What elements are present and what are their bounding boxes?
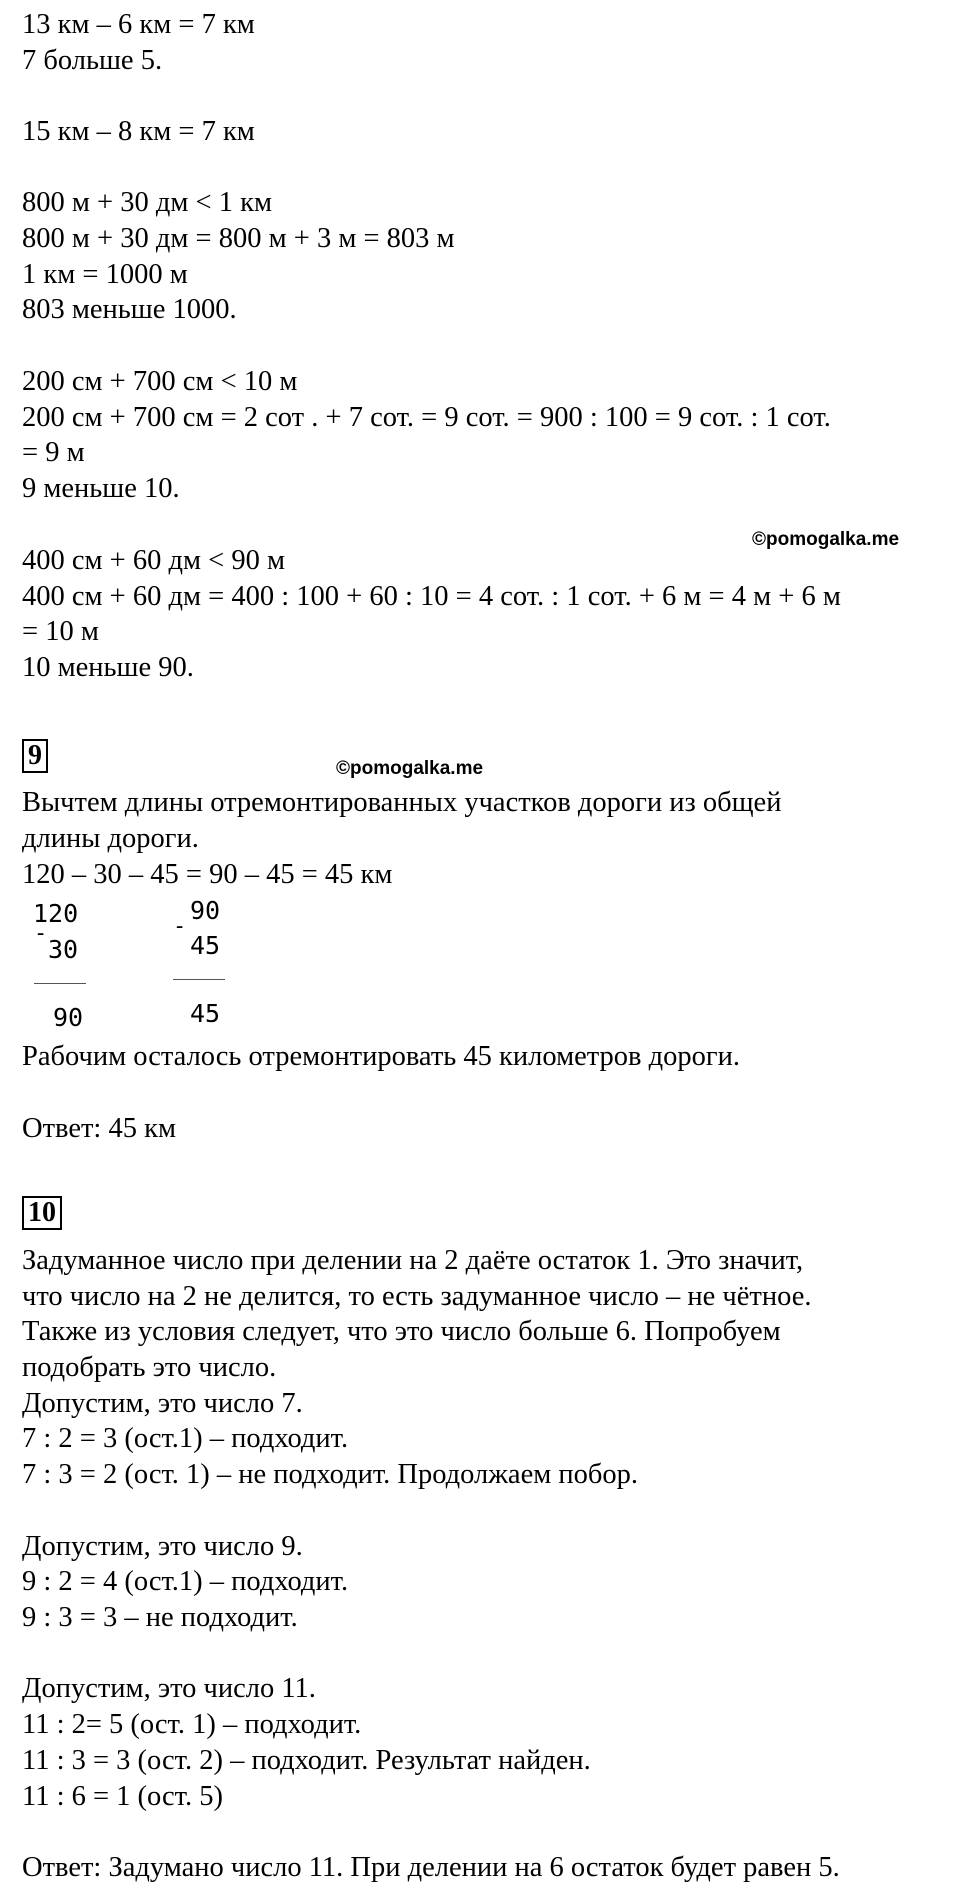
watermark: ©pomogalka.me xyxy=(336,758,484,779)
text-line: 800 м + 30 дм < 1 км xyxy=(22,187,272,218)
text-line: Допустим, это число 11. xyxy=(22,1673,316,1704)
text-line: 7 : 2 = 3 (ост.1) – подходит. xyxy=(22,1423,349,1454)
text-line: 400 см + 60 дм = 400 : 100 + 60 : 10 = 4 сот. : 1 сот. + 6 м = 4 м + 6 м xyxy=(22,581,841,612)
column-subtrahend: 30 xyxy=(48,935,79,964)
text-line: = 10 м xyxy=(22,616,99,647)
text-line: 9 : 3 = 3 – не подходит. xyxy=(22,1602,298,1633)
text-line: что число на 2 не делится, то есть задуманное число – не чётное. xyxy=(22,1281,812,1312)
text-line: 15 км – 8 км = 7 км xyxy=(22,116,255,147)
text-line: Ответ: Задумано число 11. При делении на 6 остаток будет равен 5. xyxy=(22,1852,840,1883)
task-number: 9 xyxy=(22,739,48,773)
watermark: ©pomogalka.me xyxy=(752,529,900,550)
column-minuend: 90 xyxy=(190,896,221,925)
minus-sign: - xyxy=(173,914,187,939)
text-line: 7 : 3 = 2 (ост. 1) – не подходит. Продолжаем побор. xyxy=(22,1459,639,1490)
text-line: Также из условия следует, что это число больше 6. Попробуем xyxy=(22,1316,781,1347)
text-line: 800 м + 30 дм = 800 м + 3 м = 803 м xyxy=(22,223,455,254)
text-line: Допустим, это число 7. xyxy=(22,1388,303,1419)
task-number: 10 xyxy=(22,1196,62,1230)
text-line: 9 меньше 10. xyxy=(22,473,180,504)
text-line: 9 : 2 = 4 (ост.1) – подходит. xyxy=(22,1566,349,1597)
column-line xyxy=(34,983,86,984)
column-line xyxy=(173,979,225,980)
text-line: Задуманное число при делении на 2 даёте остаток 1. Это значит, xyxy=(22,1245,804,1276)
text-line: 200 см + 700 см < 10 м xyxy=(22,366,298,397)
text-line: 120 – 30 – 45 = 90 – 45 = 45 км xyxy=(22,859,393,890)
text-line: длины дороги. xyxy=(22,823,199,854)
text-line: 11 : 3 = 3 (ост. 2) – подходит. Результат найден. xyxy=(22,1745,591,1776)
text-line: 11 : 6 = 1 (ост. 5) xyxy=(22,1781,223,1812)
column-result: 45 xyxy=(190,999,221,1028)
text-line: 11 : 2= 5 (ост. 1) – подходит. xyxy=(22,1709,362,1740)
text-line: Вычтем длины отремонтированных участков дороги из общей xyxy=(22,787,782,818)
text-line: подобрать это число. xyxy=(22,1352,277,1383)
text-line: 13 км – 6 км = 7 км xyxy=(22,9,255,40)
text-line: 7 больше 5. xyxy=(22,45,163,76)
text-line: = 9 м xyxy=(22,437,85,468)
column-subtrahend: 45 xyxy=(190,931,221,960)
minus-sign: - xyxy=(34,921,48,946)
text-line: 803 меньше 1000. xyxy=(22,294,237,325)
text-line: 200 см + 700 см = 2 сот . + 7 сот. = 9 сот. = 900 : 100 = 9 сот. : 1 сот. xyxy=(22,402,831,433)
column-minuend: 120 xyxy=(33,899,79,928)
text-line: 1 км = 1000 м xyxy=(22,259,188,290)
text-line: Допустим, это число 9. xyxy=(22,1531,303,1562)
text-line: Рабочим осталось отремонтировать 45 километров дороги. xyxy=(22,1041,740,1072)
text-line: 400 см + 60 дм < 90 м xyxy=(22,545,286,576)
column-result: 90 xyxy=(53,1003,84,1032)
text-line: 10 меньше 90. xyxy=(22,652,194,683)
text-line: Ответ: 45 км xyxy=(22,1113,176,1144)
